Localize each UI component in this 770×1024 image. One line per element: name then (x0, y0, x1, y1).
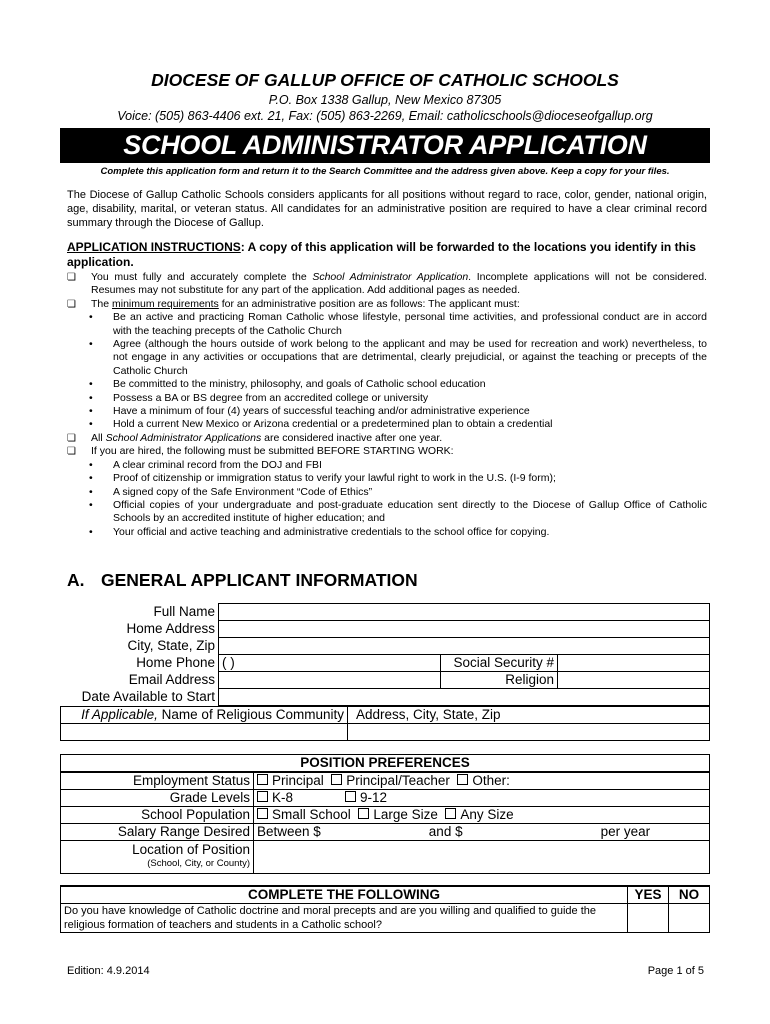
instructions-text: : A copy of this application will be forwarded to the locations you identify in this application. (67, 240, 696, 269)
bullet-icon: • (89, 338, 93, 351)
no-field[interactable] (669, 904, 710, 933)
applicant-info-table (60, 603, 710, 706)
location-field[interactable] (254, 841, 710, 874)
list-item: ❏ If you are hired, the following must be submitted BEFORE STARTING WORK: (67, 445, 454, 458)
religious-address-field[interactable] (348, 724, 710, 741)
bullet-icon: • (89, 391, 93, 404)
yes-column-header: YES (628, 886, 669, 904)
page-title: SCHOOL ADMINISTRATOR APPLICATION (60, 128, 710, 163)
edition-label: Edition: 4.9.2014 (67, 965, 150, 977)
list-subitem: • Your official and active teaching and administrative credentials to the school office for copying. (89, 525, 550, 538)
list-item: ❏ You must fully and accurately complete the School Administrator Application. Incomplete applications will not be considered. Resumes may not substitute for any part of the application. Add additional pages as needed. (67, 271, 707, 297)
org-heading: DIOCESE OF GALLUP OFFICE OF CATHOLIC SCHOOLS (151, 70, 619, 90)
position-preferences-table (60, 754, 710, 874)
date-available-label: Date Available to Start (81, 689, 215, 704)
complete-following-table (60, 885, 710, 933)
list-subitem: • Be committed to the ministry, philosophy, and goals of Catholic school education (89, 378, 486, 391)
complete-heading: COMPLETE THE FOLLOWING (61, 886, 628, 904)
question-1: Do you have knowledge of Catholic doctrine and moral precepts and are you willing and qualified to guide the religious formation of teachers and students in a Catholic school? (61, 904, 628, 933)
home-address-field[interactable] (219, 621, 710, 638)
bullet-icon: • (89, 472, 93, 485)
religious-community-label: If Applicable, Name of Religious Community (61, 707, 348, 724)
ssn-field[interactable] (558, 655, 710, 672)
full-name-label: Full Name (153, 604, 215, 619)
org-contact: Voice: (505) 863-4406 ext. 21, Fax: (505) 863-2269, Email: catholicschools@dioceseofgallup.org (117, 109, 653, 123)
instructions-heading (67, 240, 717, 270)
bullet-icon: • (89, 525, 93, 538)
list-item: ❏ The minimum requirements for an administrative position are as follows: The applicant must: (67, 297, 520, 310)
principal-checkbox[interactable] (257, 774, 268, 785)
bullet-icon: • (89, 311, 93, 324)
checkbox-bullet-icon: ❏ (67, 272, 76, 283)
k8-checkbox[interactable] (257, 791, 268, 802)
employment-status-options: Principal Principal/Teacher Other: (254, 772, 710, 790)
ssn-label: Social Security # (441, 655, 558, 672)
intro-paragraph: The Diocese of Gallup Catholic Schools considers applicants for all positions without regard to race, color, gender, national origin, age, disability, marital, or veteran status. All candidates for an administrative position are required to have a clear criminal record summary through the Diocese of Gallup. (67, 189, 707, 229)
list-subitem: • Have a minimum of four (4) years of successful teaching and/or administrative experience (89, 405, 530, 418)
salary-label: Salary Range Desired (61, 824, 254, 841)
list-subitem: • Possess a BA or BS degree from an accredited college or university (89, 391, 429, 404)
religious-community-field[interactable] (61, 724, 348, 741)
bullet-icon: • (89, 458, 93, 471)
9-12-checkbox[interactable] (345, 791, 356, 802)
religion-label: Religion (441, 672, 558, 689)
checkbox-bullet-icon: ❏ (67, 446, 76, 458)
email-label: Email Address (128, 672, 215, 687)
other-checkbox[interactable] (457, 774, 468, 785)
city-state-zip-field[interactable] (219, 638, 710, 655)
employment-status-label: Employment Status (61, 772, 254, 790)
religion-field[interactable] (558, 672, 710, 689)
date-available-field[interactable] (219, 689, 710, 706)
list-subitem: • Agree (although the hours outside of work belong to the applicant and may be used for recreation and work) nevertheless, to not engage in any activities or occupations that are detrimental, clearly prejudicial, or against the teaching or precepts of the Catholic Church (89, 338, 707, 377)
salary-field[interactable]: Between $ and $ per year (254, 824, 710, 841)
list-subitem: • Official copies of your undergraduate and post-graduate education sent directly to the Diocese of Gallup Office of Catholic Schools by an accredited institute of higher education; and (89, 498, 707, 525)
principal-teacher-checkbox[interactable] (331, 774, 342, 785)
bullet-icon: • (89, 405, 93, 418)
org-address: P.O. Box 1338 Gallup, New Mexico 87305 (268, 93, 502, 107)
large-size-checkbox[interactable] (358, 808, 369, 819)
list-subitem: • Proof of citizenship or immigration status to verify your lawful right to work in the U.S. (I-9 form); (89, 472, 556, 485)
list-item: ❏ All School Administrator Applications are considered inactive after one year. (67, 431, 443, 444)
school-population-options: Small School Large Size Any Size (254, 807, 710, 824)
bullet-icon: • (89, 378, 93, 391)
email-field[interactable] (219, 672, 441, 689)
list-subitem: • Hold a current New Mexico or Arizona credential or a predetermined plan to obtain a credential (89, 418, 553, 431)
city-state-zip-label: City, State, Zip (127, 638, 215, 653)
list-subitem: • A clear criminal record from the DOJ and FBI (89, 458, 322, 471)
bullet-icon: • (89, 418, 93, 431)
any-size-checkbox[interactable] (445, 808, 456, 819)
no-column-header: NO (669, 886, 710, 904)
home-address-label: Home Address (126, 621, 215, 636)
section-a-title: A. GENERAL APPLICANT INFORMATION (67, 570, 418, 590)
checkbox-bullet-icon: ❏ (67, 432, 76, 444)
checkbox-bullet-icon: ❏ (67, 298, 76, 310)
yes-field[interactable] (628, 904, 669, 933)
list-subitem: • A signed copy of the Safe Environment “Code of Ethics” (89, 485, 373, 498)
religious-address-label: Address, City, State, Zip (348, 707, 710, 724)
instructions-note: Complete this application form and return it to the Search Committee and the address given above. Keep a copy for your files. (100, 166, 670, 177)
instructions-label: APPLICATION INSTRUCTIONS (67, 240, 241, 254)
home-phone-field[interactable]: ( ) (219, 655, 441, 672)
home-phone-label: Home Phone (136, 655, 215, 670)
list-subitem: • Be an active and practicing Roman Catholic whose lifestyle, personal time activities, and professional conduct are in accord with the teaching precepts of the Catholic Church (89, 311, 707, 337)
grade-levels-options: K-8 9-12 (254, 790, 710, 807)
location-label: Location of Position (School, City, or County) (61, 841, 254, 874)
bullet-icon: • (89, 498, 93, 511)
full-name-field[interactable] (219, 604, 710, 621)
instructions-list (67, 271, 707, 539)
bullet-icon: • (89, 485, 93, 498)
position-heading: POSITION PREFERENCES (61, 755, 710, 773)
small-school-checkbox[interactable] (257, 808, 268, 819)
grade-levels-label: Grade Levels (61, 790, 254, 807)
religious-community-table (60, 706, 710, 741)
page-number: Page 1 of 5 (647, 965, 704, 977)
school-population-label: School Population (61, 807, 254, 824)
